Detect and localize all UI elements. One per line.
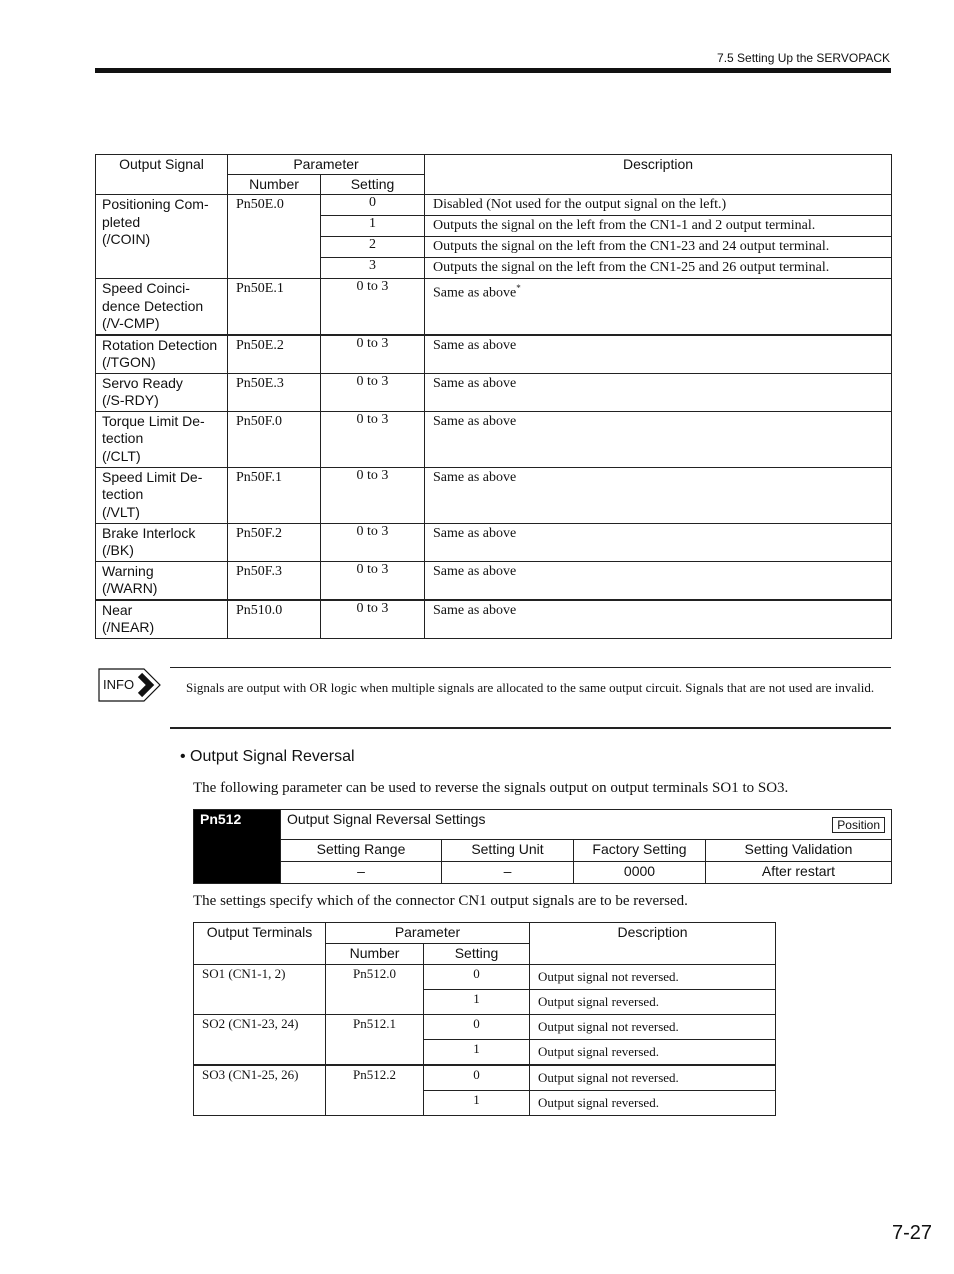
- footnote-marker: *: [516, 283, 521, 293]
- value-setting-unit: –: [442, 862, 574, 884]
- value-setting-range: –: [281, 862, 442, 884]
- section-heading: • Output Signal Reversal: [180, 748, 355, 765]
- setting-value: 2: [321, 237, 425, 258]
- terminal-name: SO3 (CN1-25, 26): [194, 1065, 326, 1116]
- signal-name: Near (/NEAR): [96, 600, 228, 639]
- setting-value: 0: [424, 1065, 530, 1091]
- header-setting-unit: Setting Unit: [442, 840, 574, 862]
- col-header-output-terminals: Output Terminals: [194, 923, 326, 965]
- signal-name: Brake Interlock (/BK): [96, 523, 228, 561]
- body-paragraph: The following parameter can be used to reverse the signals output on output terminals SO1 to SO3.: [193, 780, 789, 796]
- terminal-name: SO2 (CN1-23, 24): [194, 1015, 326, 1066]
- setting-description: Outputs the signal on the left from the CN1-1 and 2 output terminal.: [425, 216, 892, 237]
- signal-name: Rotation Detection (/TGON): [96, 335, 228, 374]
- value-factory-setting: 0000: [574, 862, 706, 884]
- setting-value: 0: [424, 965, 530, 990]
- setting-description: Same as above: [425, 335, 892, 374]
- setting-description: Same as above: [425, 467, 892, 523]
- header-factory-setting: Factory Setting: [574, 840, 706, 862]
- setting-description: Disabled (Not used for the output signal on the left.): [425, 195, 892, 216]
- setting-description: [425, 279, 892, 335]
- setting-description: Same as above: [425, 411, 892, 467]
- param-number: Pn50E.1: [228, 279, 321, 335]
- col-header-description: Description: [530, 923, 776, 965]
- setting-description: Same as above: [425, 561, 892, 600]
- setting-description: Output signal reversed.: [530, 1040, 776, 1066]
- setting-range: 0 to 3: [321, 523, 425, 561]
- page-number: 7-27: [891, 1222, 932, 1244]
- setting-range: 0 to 3: [321, 411, 425, 467]
- col-header-number: Number: [326, 944, 424, 965]
- setting-description: Output signal not reversed.: [530, 965, 776, 990]
- output-signal-table: [95, 154, 892, 639]
- setting-value: 1: [424, 1040, 530, 1066]
- signal-name: Torque Limit De- tection (/CLT): [96, 411, 228, 467]
- setting-value: 0: [321, 195, 425, 216]
- description-text: Same as above: [433, 285, 517, 301]
- param-number: Pn50F.2: [228, 523, 321, 561]
- setting-value: 3: [321, 258, 425, 279]
- setting-description: Output signal not reversed.: [530, 1065, 776, 1091]
- param-number: Pn50F.0: [228, 411, 321, 467]
- setting-description: Same as above: [425, 373, 892, 411]
- signal-name: Speed Coinci- dence Detection (/V-CMP): [96, 279, 228, 335]
- col-header-number: Number: [228, 175, 321, 195]
- param-number: Pn50E.3: [228, 373, 321, 411]
- param-number: Pn50E.0: [228, 195, 321, 279]
- value-setting-validation: After restart: [706, 862, 892, 884]
- terminal-name: SO1 (CN1-1, 2): [194, 965, 326, 1015]
- signal-name: Positioning Com- pleted (/COIN): [96, 195, 228, 279]
- setting-description: Output signal reversed.: [530, 1091, 776, 1116]
- header-rule: [95, 68, 891, 73]
- signal-name: Servo Ready (/S-RDY): [96, 373, 228, 411]
- setting-description: Output signal not reversed.: [530, 1015, 776, 1040]
- col-header-parameter: Parameter: [326, 923, 530, 944]
- setting-description: Same as above: [425, 600, 892, 639]
- col-header-setting: Setting: [321, 175, 425, 195]
- info-text: Signals are output with OR logic when multiple signals are allocated to the same output circuit. Signals that are not used are invalid.: [186, 680, 875, 695]
- setting-value: 1: [424, 1091, 530, 1116]
- signal-name: Speed Limit De- tection (/VLT): [96, 467, 228, 523]
- setting-range: 0 to 3: [321, 561, 425, 600]
- setting-value: 0: [424, 1015, 530, 1040]
- setting-range: 0 to 3: [321, 335, 425, 374]
- header-setting-range: Setting Range: [281, 840, 442, 862]
- body-paragraph: The settings specify which of the connector CN1 output signals are to be reversed.: [193, 893, 688, 909]
- setting-description: Outputs the signal on the left from the CN1-25 and 26 output terminal.: [425, 258, 892, 279]
- setting-range: 0 to 3: [321, 600, 425, 639]
- output-terminals-table: [193, 922, 776, 1116]
- param-number: Pn510.0: [228, 600, 321, 639]
- setting-value: 1: [321, 216, 425, 237]
- param-number: Pn50F.1: [228, 467, 321, 523]
- info-rule-top: [170, 667, 891, 668]
- setting-range: 0 to 3: [321, 373, 425, 411]
- running-head: 7.5 Setting Up the SERVOPACK: [717, 51, 890, 65]
- parameter-name: Output Signal Reversal Settings: [287, 811, 486, 827]
- setting-description: Outputs the signal on the left from the CN1-23 and 24 output terminal.: [425, 237, 892, 258]
- setting-description: Same as above: [425, 523, 892, 561]
- info-arrow-icon: [96, 666, 162, 704]
- signal-name: Warning (/WARN): [96, 561, 228, 600]
- param-number: Pn512.2: [326, 1065, 424, 1116]
- parameter-code: Pn512: [194, 810, 281, 884]
- setting-range: 0 to 3: [321, 279, 425, 335]
- param-number: Pn512.0: [326, 965, 424, 1015]
- col-header-setting: Setting: [424, 944, 530, 965]
- col-header-description: Description: [425, 155, 892, 195]
- info-rule-bottom: [170, 727, 891, 729]
- setting-value: 1: [424, 990, 530, 1015]
- param-number: Pn50E.2: [228, 335, 321, 374]
- parameter-name-cell: [281, 810, 892, 840]
- parameter-pn512-table: [193, 809, 892, 884]
- param-number: Pn512.1: [326, 1015, 424, 1066]
- header-setting-validation: Setting Validation: [706, 840, 892, 862]
- col-header-output-signal: Output Signal: [96, 155, 228, 195]
- setting-range: 0 to 3: [321, 467, 425, 523]
- col-header-parameter: Parameter: [228, 155, 425, 175]
- info-label: INFO: [103, 677, 135, 692]
- setting-description: Output signal reversed.: [530, 990, 776, 1015]
- position-tag: Position: [832, 817, 885, 833]
- param-number: Pn50F.3: [228, 561, 321, 600]
